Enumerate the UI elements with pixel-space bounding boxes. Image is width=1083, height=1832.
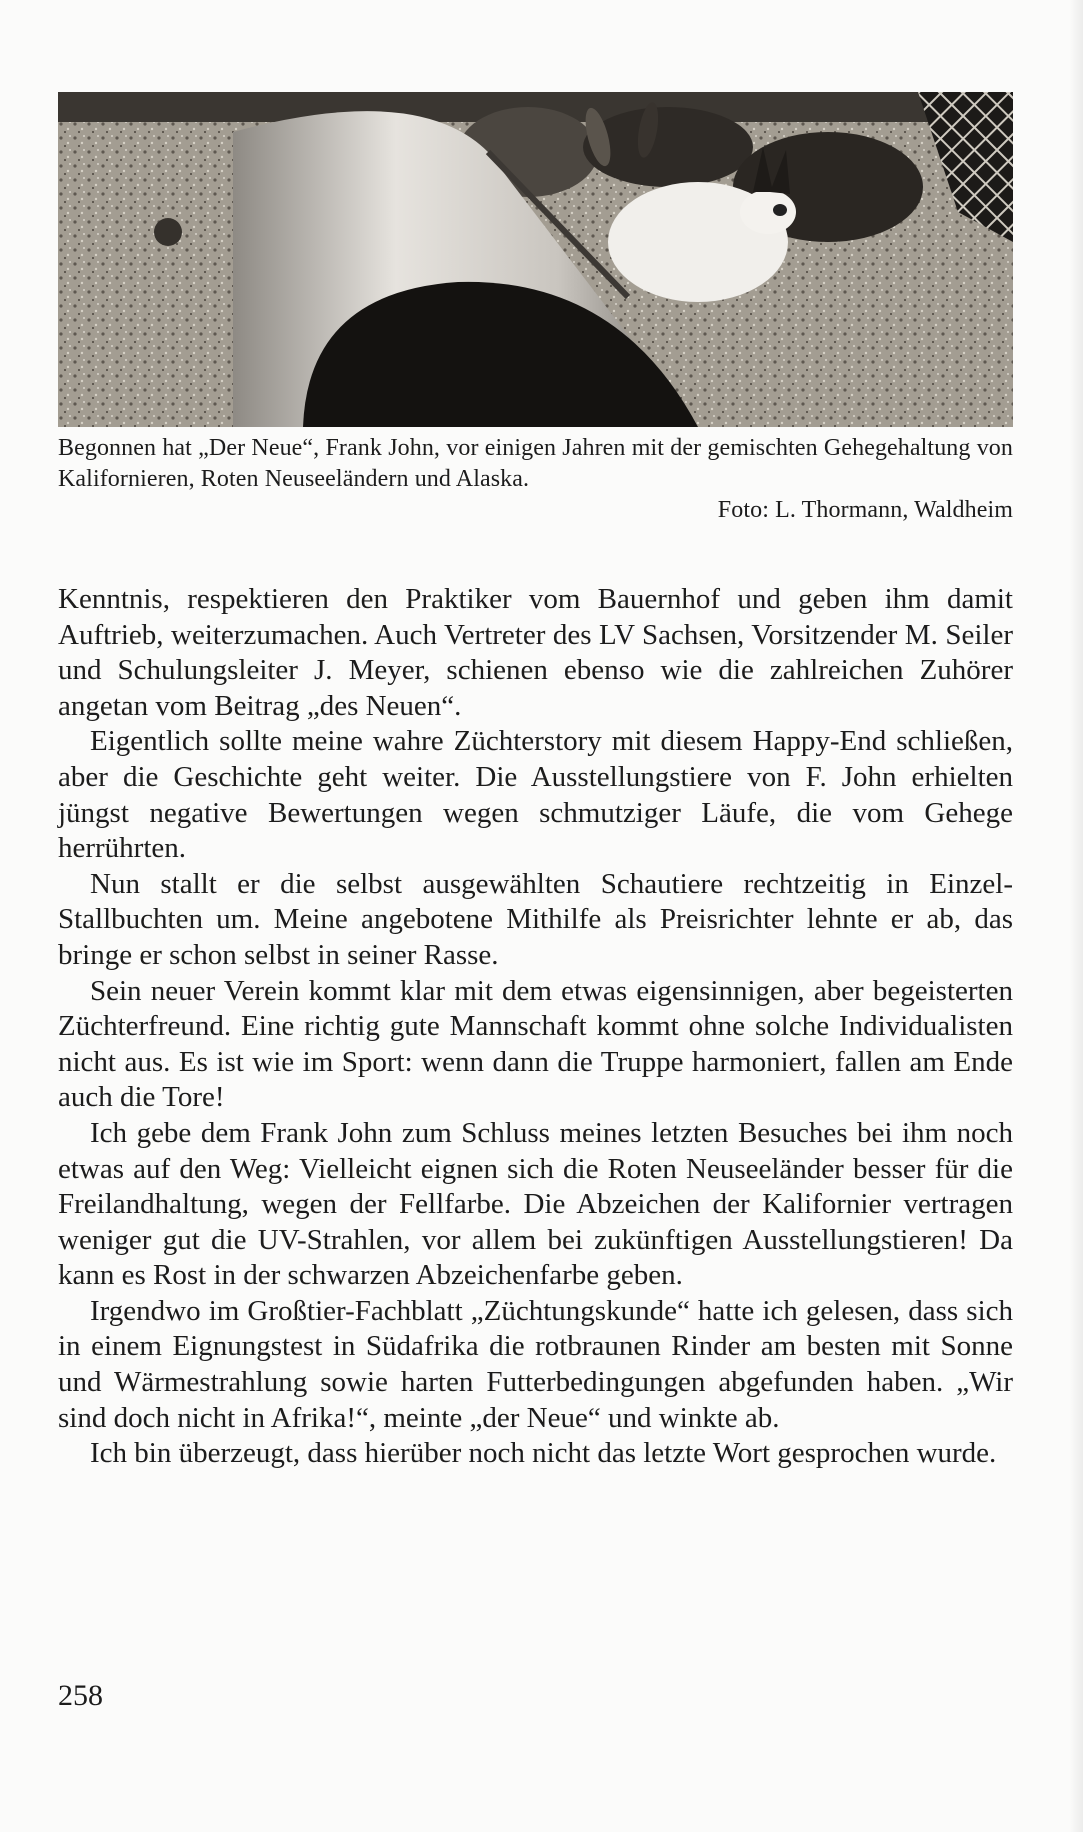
paragraph: Nun stallt er die selbst ausgewählten Schautiere rechtzeitig in Einzel-Stallbuchten um. Meine angebotene Mithilfe als Preisrichter lehnte er ab, das bringe er schon selbst in seiner Rasse. <box>58 867 1013 971</box>
paragraph: Irgendwo im Großtier-Fachblatt „Züchtungskunde“ hatte ich gelesen, dass sich in einem Eignungstest in Südafrika die rotbraunen Rinder am besten mit Sonne und Wärmestrahlung sowie harten Futterbedingungen abgefunden haben. „Wir sind doch nicht in Afrika!“, meinte „der Neue“ und winkte ab. <box>58 1294 1013 1434</box>
paragraph: Ich bin überzeugt, dass hierüber noch nicht das letzte Wort gesprochen wurde. <box>90 1437 997 1470</box>
article-body <box>58 582 1013 1472</box>
page-edge-shadow <box>1069 0 1083 1832</box>
photo-caption <box>58 433 1013 526</box>
caption-text: Begonnen hat „Der Neue“, Frank John, vor einigen Jahren mit der gemischten Gehegehaltung von Kalifornieren, Roten Neuseeländern und Alaska. <box>58 435 1013 492</box>
photo-credit: Foto: L. Thormann, Waldheim <box>717 497 1013 523</box>
page-number: 258 <box>58 1679 103 1712</box>
paragraph: Ich gebe dem Frank John zum Schluss meines letzten Besuches bei ihm noch etwas auf den Weg: Vielleicht eignen sich die Roten Neuseeländer besser für die Freilandhaltung, wegen der Fellfarbe. Die Abzeichen der Kalifornier vertragen weniger gut die UV-Strahlen, vor allem bei zukünftigen Ausstellungstieren! Da kann es Rost in der schwarzen Abzeichenfarbe geben. <box>58 1116 1013 1292</box>
paragraph: Eigentlich sollte meine wahre Züchterstory mit diesem Happy-End schließen, aber die Geschichte geht weiter. Die Ausstellungstiere von F. John erhielten jüngst negative Bewertungen wegen schmutziger Läufe, die vom Gehege herrührten. <box>58 725 1013 865</box>
rabbit-enclosure-photo <box>58 92 1013 427</box>
paragraph: Kenntnis, respektieren den Praktiker vom Bauernhof und geben ihm damit Auftrieb, weiterzumachen. Auch Vertreter des LV Sachsen, Vorsitzender M. Seiler und Schulungsleiter J. Meyer, schienen ebenso wie die zahlreichen Zuhörer angetan vom Beitrag „des Neuen“. <box>58 583 1013 722</box>
paragraph: Sein neuer Verein kommt klar mit dem etwas eigensinnigen, aber begeisterten Züchterfreund. Eine richtig gute Mannschaft kommt ohne solche Individualisten nicht aus. Es ist wie im Sport: wenn dann die Truppe harmoniert, fallen am Ende auch die Tore! <box>58 974 1013 1114</box>
